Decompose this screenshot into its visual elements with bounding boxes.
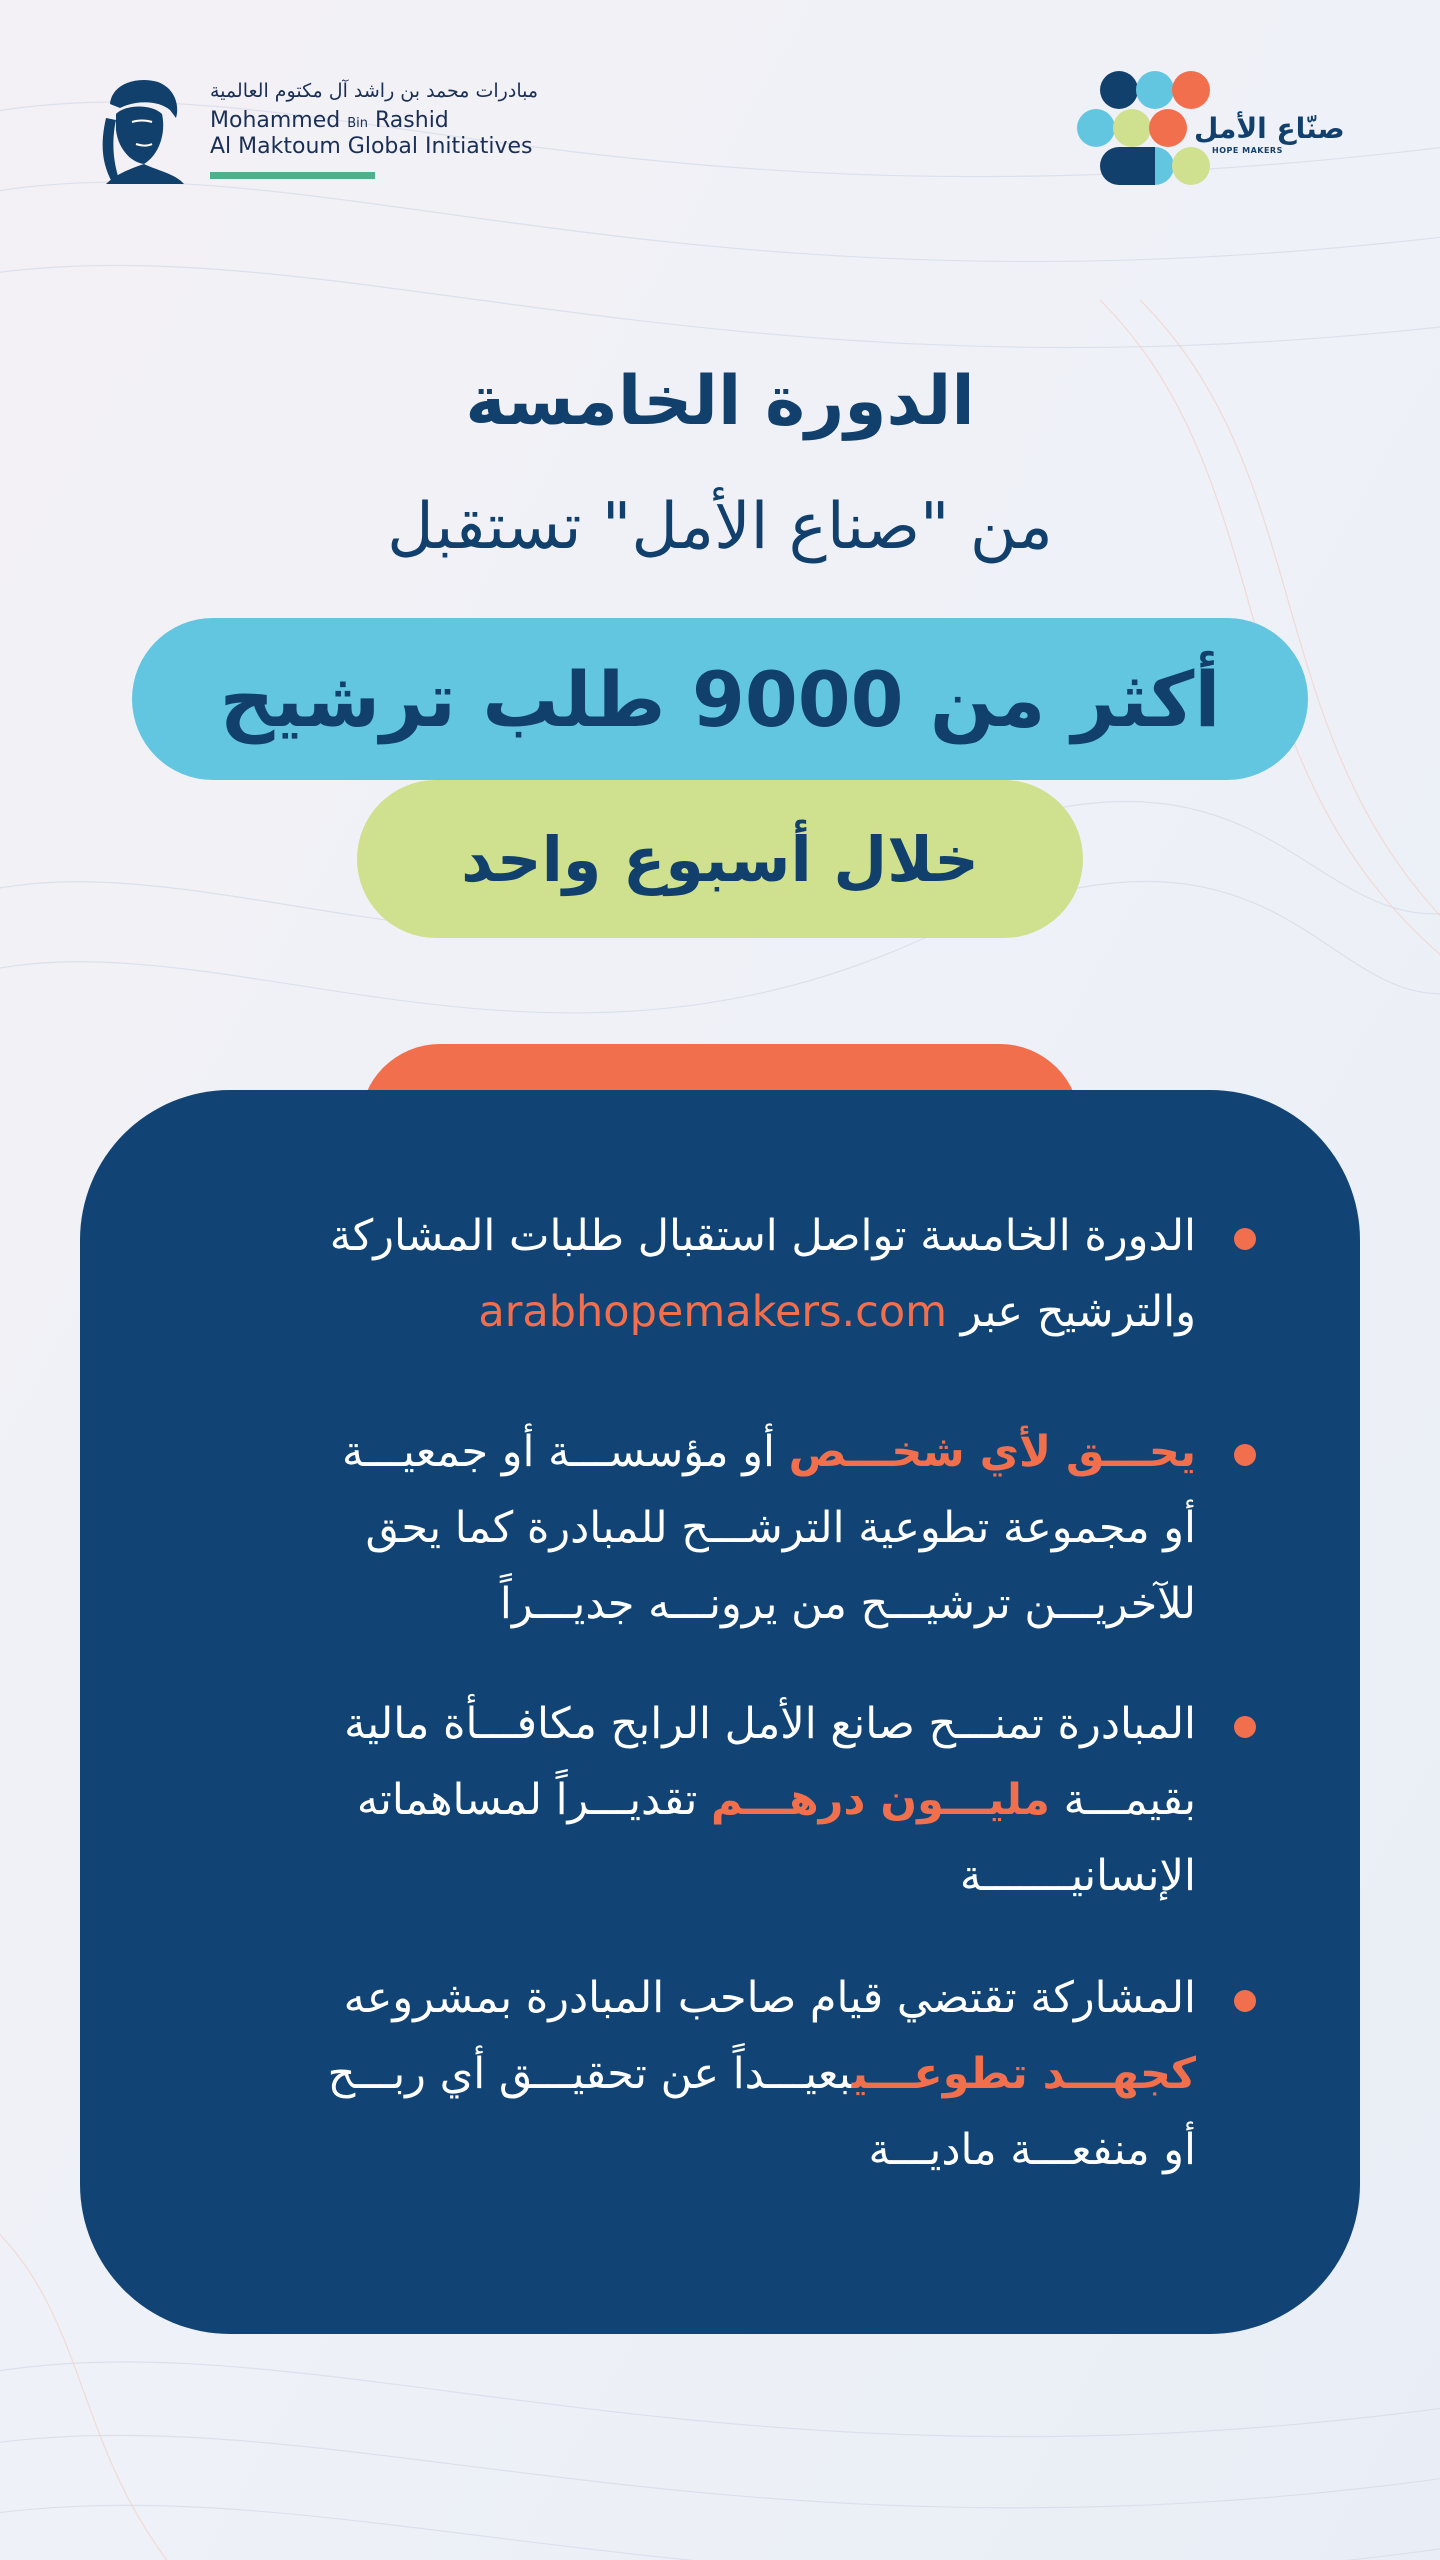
hope-makers-arabic-name: صنّاع الأمل xyxy=(1194,112,1345,145)
hope-makers-logo xyxy=(1074,70,1345,190)
bullet-dot xyxy=(1234,1228,1256,1250)
website-link[interactable]: arabhopemakers.com xyxy=(478,1287,948,1337)
headline-subtitle: من "صناع الأمل" تستقبل xyxy=(387,490,1053,564)
bullet-item-volunteer: المشاركة تقتضي قيام صاحب المبادرة بمشروعه كجهـــد تطوعـــيبعيـــداً عن تحقيـــق أي ربـــح أو منفعـــة ماديـــة xyxy=(180,1960,1196,2188)
bullet-dot xyxy=(1234,1444,1256,1466)
applications-count-pill xyxy=(132,618,1308,780)
mbrgi-english-line2: Al Maktoum Global Initiatives xyxy=(210,134,533,159)
period-text: خلال أسبوع واحد xyxy=(461,822,979,896)
bullet-item-eligibility: يحـــق لأي شخـــص أو مؤسســـة أو جمعيـــة أو مجموعة تطوعية الترشـــح للمبادرة كما يحق للآخريـــن ترشيـــح من يرونـــه جديـــراً xyxy=(180,1414,1196,1642)
mbrgi-green-rule xyxy=(210,172,375,179)
hope-makers-english-name: HOPE MAKERS xyxy=(1212,146,1283,155)
mbrgi-arabic-name: مبادرات محمد بن راشد آل مكتوم العالمية xyxy=(210,80,539,102)
headline-edition: الدورة الخامسة xyxy=(465,362,975,441)
sheikh-portrait-icon xyxy=(96,74,186,184)
bullet-item-applications: الدورة الخامسة تواصل استقبال طلبات المشاركة والترشيح عبر arabhopemakers.com xyxy=(180,1198,1196,1350)
bullet-item-reward: المبادرة تمنـــح صانع الأمل الرابح مكافـــأة مالية بقيمـــة مليـــون درهـــم تقديـــراً لمساهماته الإنسانيـــــــة xyxy=(180,1686,1196,1914)
mbrgi-english-line1: Mohammed Bin Rashid xyxy=(210,108,449,133)
bullet-dot xyxy=(1234,1990,1256,2012)
bullet-dot xyxy=(1234,1716,1256,1738)
applications-count-text: أكثر من 9000 طلب ترشيح xyxy=(219,654,1221,744)
period-pill xyxy=(357,780,1083,938)
mbrgi-logo xyxy=(96,70,546,190)
